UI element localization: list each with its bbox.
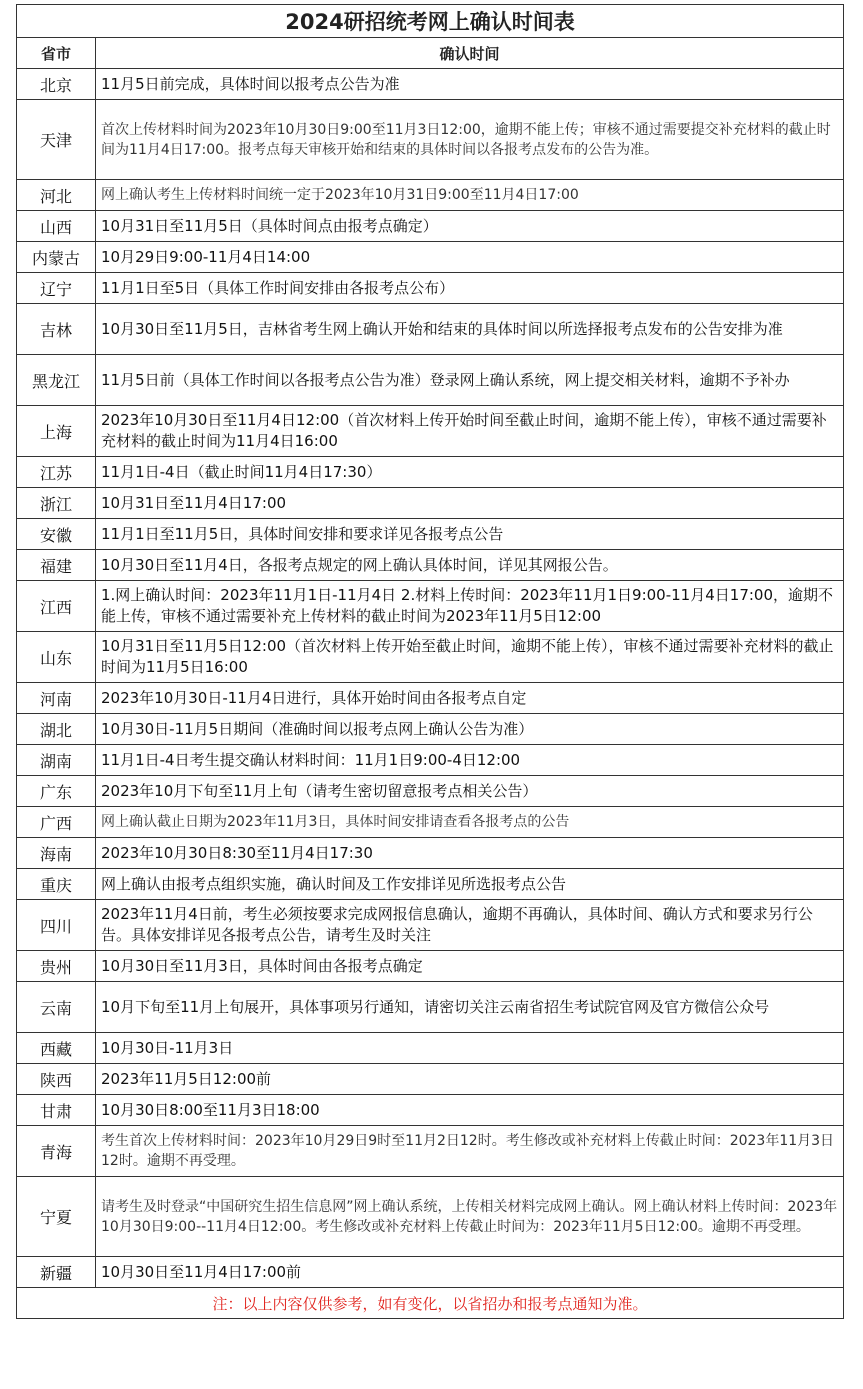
table-row bbox=[17, 869, 844, 900]
province-cell: 山西 bbox=[17, 211, 96, 242]
confirmation-time-cell: 考生首次上传材料时间：2023年10月29日9时至11月2日12时。考生修改或补充材料上传截止时间：2023年11月3日12时。逾期不再受理。 bbox=[96, 1126, 844, 1177]
province-cell: 贵州 bbox=[17, 951, 96, 982]
table-row bbox=[17, 100, 844, 180]
table-row bbox=[17, 242, 844, 273]
table-row bbox=[17, 1095, 844, 1126]
confirmation-time-cell: 2023年11月5日12:00前 bbox=[96, 1064, 844, 1095]
confirmation-time-cell: 网上确认截止日期为2023年11月3日，具体时间安排请查看各报考点的公告 bbox=[96, 807, 844, 838]
confirmation-time-cell: 网上确认考生上传材料时间统一定于2023年10月31日9:00至11月4日17:00 bbox=[96, 180, 844, 211]
province-cell: 云南 bbox=[17, 982, 96, 1033]
table-row bbox=[17, 457, 844, 488]
header-province: 省市 bbox=[17, 38, 96, 69]
table-row bbox=[17, 488, 844, 519]
table-row bbox=[17, 900, 844, 951]
province-cell: 辽宁 bbox=[17, 273, 96, 304]
table-row bbox=[17, 776, 844, 807]
province-cell: 福建 bbox=[17, 550, 96, 581]
confirmation-time-cell: 2023年10月下旬至11月上旬（请考生密切留意报考点相关公告） bbox=[96, 776, 844, 807]
province-cell: 广西 bbox=[17, 807, 96, 838]
confirmation-time-cell: 11月1日-4日考生提交确认材料时间：11月1日9:00-4日12:00 bbox=[96, 745, 844, 776]
confirmation-time-cell: 首次上传材料时间为2023年10月30日9:00至11月3日12:00，逾期不能上传；审核不通过需要提交补充材料的截止时间为11月4日17:00。报考点每天审核开始和结束的具体时间以各报考点发布的公告为准。 bbox=[96, 100, 844, 180]
table-row bbox=[17, 211, 844, 242]
table-row bbox=[17, 180, 844, 211]
table-row bbox=[17, 632, 844, 683]
province-cell: 四川 bbox=[17, 900, 96, 951]
province-cell: 河南 bbox=[17, 683, 96, 714]
province-cell: 陕西 bbox=[17, 1064, 96, 1095]
province-cell: 天津 bbox=[17, 100, 96, 180]
confirmation-time-cell: 1.网上确认时间：2023年11月1日-11月4日 2.材料上传时间：2023年11月1日9:00-11月4日17:00，逾期不能上传，审核不通过需要补充上传材料的截止时间为2023年11月5日12:00 bbox=[96, 581, 844, 632]
table-row bbox=[17, 304, 844, 355]
table-row bbox=[17, 1177, 844, 1257]
province-cell: 吉林 bbox=[17, 304, 96, 355]
province-cell: 西藏 bbox=[17, 1033, 96, 1064]
province-cell: 内蒙古 bbox=[17, 242, 96, 273]
province-cell: 宁夏 bbox=[17, 1177, 96, 1257]
confirmation-time-cell: 10月30日至11月4日，各报考点规定的网上确认具体时间，详见其网报公告。 bbox=[96, 550, 844, 581]
table-row bbox=[17, 273, 844, 304]
province-cell: 江西 bbox=[17, 581, 96, 632]
confirmation-time-cell: 10月31日至11月5日12:00（首次材料上传开始至截止时间，逾期不能上传），审核不通过需要补充材料的截止时间为11月5日16:00 bbox=[96, 632, 844, 683]
table-row bbox=[17, 951, 844, 982]
province-cell: 安徽 bbox=[17, 519, 96, 550]
table-row bbox=[17, 519, 844, 550]
confirmation-time-cell: 网上确认由报考点组织实施，确认时间及工作安排详见所选报考点公告 bbox=[96, 869, 844, 900]
confirmation-time-cell: 11月5日前（具体工作时间以各报考点公告为准）登录网上确认系统，网上提交相关材料，逾期不予补办 bbox=[96, 355, 844, 406]
province-cell: 山东 bbox=[17, 632, 96, 683]
table-row bbox=[17, 714, 844, 745]
table-row bbox=[17, 550, 844, 581]
confirmation-schedule-table bbox=[16, 4, 844, 1319]
confirmation-time-cell: 10月30日-11月3日 bbox=[96, 1033, 844, 1064]
table-row bbox=[17, 683, 844, 714]
table-title: 2024研招统考网上确认时间表 bbox=[17, 5, 844, 38]
table-row bbox=[17, 1033, 844, 1064]
confirmation-time-cell: 11月5日前完成，具体时间以报考点公告为准 bbox=[96, 69, 844, 100]
confirmation-time-cell: 请考生及时登录“中国研究生招生信息网”网上确认系统，上传相关材料完成网上确认。网上确认材料上传时间：2023年10月30日9:00--11月4日12:00。考生修改或补充材料上传截止时间为：2023年11月5日12:00。逾期不再受理。 bbox=[96, 1177, 844, 1257]
province-cell: 浙江 bbox=[17, 488, 96, 519]
province-cell: 湖南 bbox=[17, 745, 96, 776]
table-row bbox=[17, 355, 844, 406]
header-time: 确认时间 bbox=[96, 38, 844, 69]
province-cell: 北京 bbox=[17, 69, 96, 100]
province-cell: 新疆 bbox=[17, 1257, 96, 1288]
confirmation-time-cell: 10月30日至11月3日，具体时间由各报考点确定 bbox=[96, 951, 844, 982]
table-row bbox=[17, 745, 844, 776]
confirmation-time-cell: 10月31日至11月4日17:00 bbox=[96, 488, 844, 519]
table-row bbox=[17, 581, 844, 632]
table-row bbox=[17, 838, 844, 869]
table-body bbox=[17, 69, 844, 1288]
confirmation-time-cell: 10月30日-11月5日期间（准确时间以报考点网上确认公告为准） bbox=[96, 714, 844, 745]
confirmation-time-cell: 10月30日8:00至11月3日18:00 bbox=[96, 1095, 844, 1126]
province-cell: 江苏 bbox=[17, 457, 96, 488]
table-row bbox=[17, 807, 844, 838]
confirmation-time-cell: 2023年11月4日前，考生必须按要求完成网报信息确认，逾期不再确认，具体时间、确认方式和要求另行公告。具体安排详见各报考点公告，请考生及时关注 bbox=[96, 900, 844, 951]
confirmation-time-cell: 10月30日至11月5日，吉林省考生网上确认开始和结束的具体时间以所选择报考点发布的公告安排为准 bbox=[96, 304, 844, 355]
confirmation-time-cell: 10月31日至11月5日（具体时间点由报考点确定） bbox=[96, 211, 844, 242]
province-cell: 河北 bbox=[17, 180, 96, 211]
table-row bbox=[17, 1126, 844, 1177]
confirmation-time-cell: 10月30日至11月4日17:00前 bbox=[96, 1257, 844, 1288]
table-row bbox=[17, 406, 844, 457]
province-cell: 海南 bbox=[17, 838, 96, 869]
province-cell: 湖北 bbox=[17, 714, 96, 745]
confirmation-time-cell: 10月29日9:00-11月4日14:00 bbox=[96, 242, 844, 273]
table-row bbox=[17, 1064, 844, 1095]
confirmation-time-cell: 10月下旬至11月上旬展开，具体事项另行通知，请密切关注云南省招生考试院官网及官方微信公众号 bbox=[96, 982, 844, 1033]
table-row bbox=[17, 1257, 844, 1288]
confirmation-time-cell: 2023年10月30日至11月4日12:00（首次材料上传开始时间至截止时间，逾期不能上传），审核不通过需要补充材料的截止时间为11月4日16:00 bbox=[96, 406, 844, 457]
confirmation-time-cell: 11月1日至5日（具体工作时间安排由各报考点公布） bbox=[96, 273, 844, 304]
province-cell: 甘肃 bbox=[17, 1095, 96, 1126]
province-cell: 青海 bbox=[17, 1126, 96, 1177]
province-cell: 上海 bbox=[17, 406, 96, 457]
confirmation-time-cell: 11月1日-4日（截止时间11月4日17:30） bbox=[96, 457, 844, 488]
table-row bbox=[17, 982, 844, 1033]
footnote: 注：以上内容仅供参考，如有变化，以省招办和报考点通知为准。 bbox=[17, 1288, 844, 1319]
table-row bbox=[17, 69, 844, 100]
confirmation-time-cell: 2023年10月30日-11月4日进行，具体开始时间由各报考点自定 bbox=[96, 683, 844, 714]
confirmation-time-cell: 11月1日至11月5日，具体时间安排和要求详见各报考点公告 bbox=[96, 519, 844, 550]
province-cell: 重庆 bbox=[17, 869, 96, 900]
province-cell: 黑龙江 bbox=[17, 355, 96, 406]
confirmation-time-cell: 2023年10月30日8:30至11月4日17:30 bbox=[96, 838, 844, 869]
province-cell: 广东 bbox=[17, 776, 96, 807]
